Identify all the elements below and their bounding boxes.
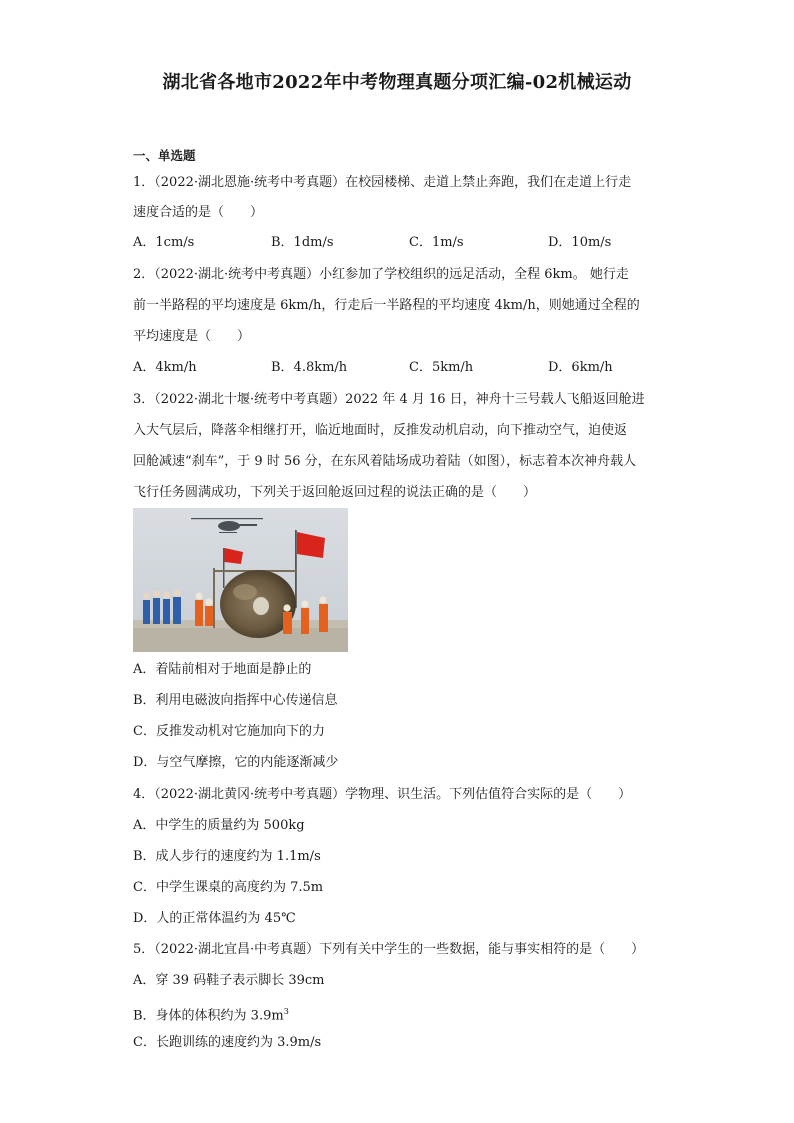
q1-option-a: A．1cm/s — [133, 235, 195, 250]
q4-option-c: C．中学生课桌的高度约为 7.5m — [133, 880, 324, 895]
q3-option-d: D．与空气摩擦，它的内能逐渐减少 — [133, 755, 339, 770]
q4-option-b: B．成人步行的速度约为 1.1m/s — [133, 849, 321, 864]
q2-stem-line1: 2．（2022·湖北·统考中考真题）小红参加了学校组织的远足活动，全程 6km。 她行走 — [133, 267, 629, 282]
q1-stem-line1: 1．（2022·湖北恩施·统考中考真题）在校园楼梯、走道上禁止奔跑，我们在走道上行走 — [133, 175, 632, 190]
q3-option-a: A．着陆前相对于地面是静止的 — [133, 662, 312, 677]
q1-option-c: C．1m/s — [409, 235, 464, 250]
q2-option-a: A．4km/h — [133, 360, 197, 375]
q3-stem-line3: 回舱减速“刹车”，于 9 时 56 分，在东风着陆场成功着陆（如图），标志着本次神舟载人 — [133, 454, 637, 469]
q5-option-b-text: B．身体的体积约为 3.9m — [133, 1008, 284, 1024]
q3-stem-line4: 飞行任务圆满成功，下列关于返回舱返回过程的说法正确的是（ ） — [133, 485, 537, 500]
return-capsule-photo — [133, 508, 348, 652]
q1-option-b: B．1dm/s — [271, 235, 334, 250]
q2-option-d: D．6km/h — [548, 360, 613, 375]
q2-stem-line2: 前一半路程的平均速度是 6km/h，行走后一半路程的平均速度 4km/h，则她通过全程的 — [133, 298, 640, 313]
document-title: 湖北省各地市2022年中考物理真题分项汇编-02机械运动 — [162, 72, 632, 93]
q4-option-d: D．人的正常体温约为 45℃ — [133, 911, 296, 926]
q5-option-a: A．穿 39 码鞋子表示脚长 39cm — [133, 973, 325, 988]
q5-option-b-exponent: 3 — [283, 1007, 289, 1016]
q1-option-d: D．10m/s — [548, 235, 612, 250]
q3-option-c: C．反推发动机对它施加向下的力 — [133, 724, 325, 739]
section-heading: 一、单选题 — [133, 148, 196, 163]
q5-option-b — [133, 1003, 289, 1025]
q3-stem-line2: 入大气层后，降落伞相继打开，临近地面时，反推发动机启动，向下推动空气，迫使返 — [133, 423, 628, 438]
q1-stem-line2: 速度合适的是（ ） — [133, 205, 264, 220]
q3-option-b: B．利用电磁波向指挥中心传递信息 — [133, 693, 338, 708]
q3-stem-line1: 3．（2022·湖北十堰·统考中考真题）2022 年 4 月 16 日，神舟十三号载人飞船返回舱进 — [133, 392, 645, 407]
q5-stem-line1: 5．（2022·湖北宜昌·中考真题）下列有关中学生的一些数据，能与事实相符的是（ ） — [133, 942, 645, 957]
q4-option-a: A．中学生的质量约为 500kg — [133, 818, 305, 833]
q4-stem-line1: 4．（2022·湖北黄冈·统考中考真题）学物理、识生活。下列估值符合实际的是（ ） — [133, 787, 632, 802]
q2-stem-line3: 平均速度是（ ） — [133, 329, 251, 344]
q2-option-c: C．5km/h — [409, 360, 474, 375]
q5-option-c: C．长跑训练的速度约为 3.9m/s — [133, 1035, 322, 1050]
q2-option-b: B．4.8km/h — [271, 360, 348, 375]
